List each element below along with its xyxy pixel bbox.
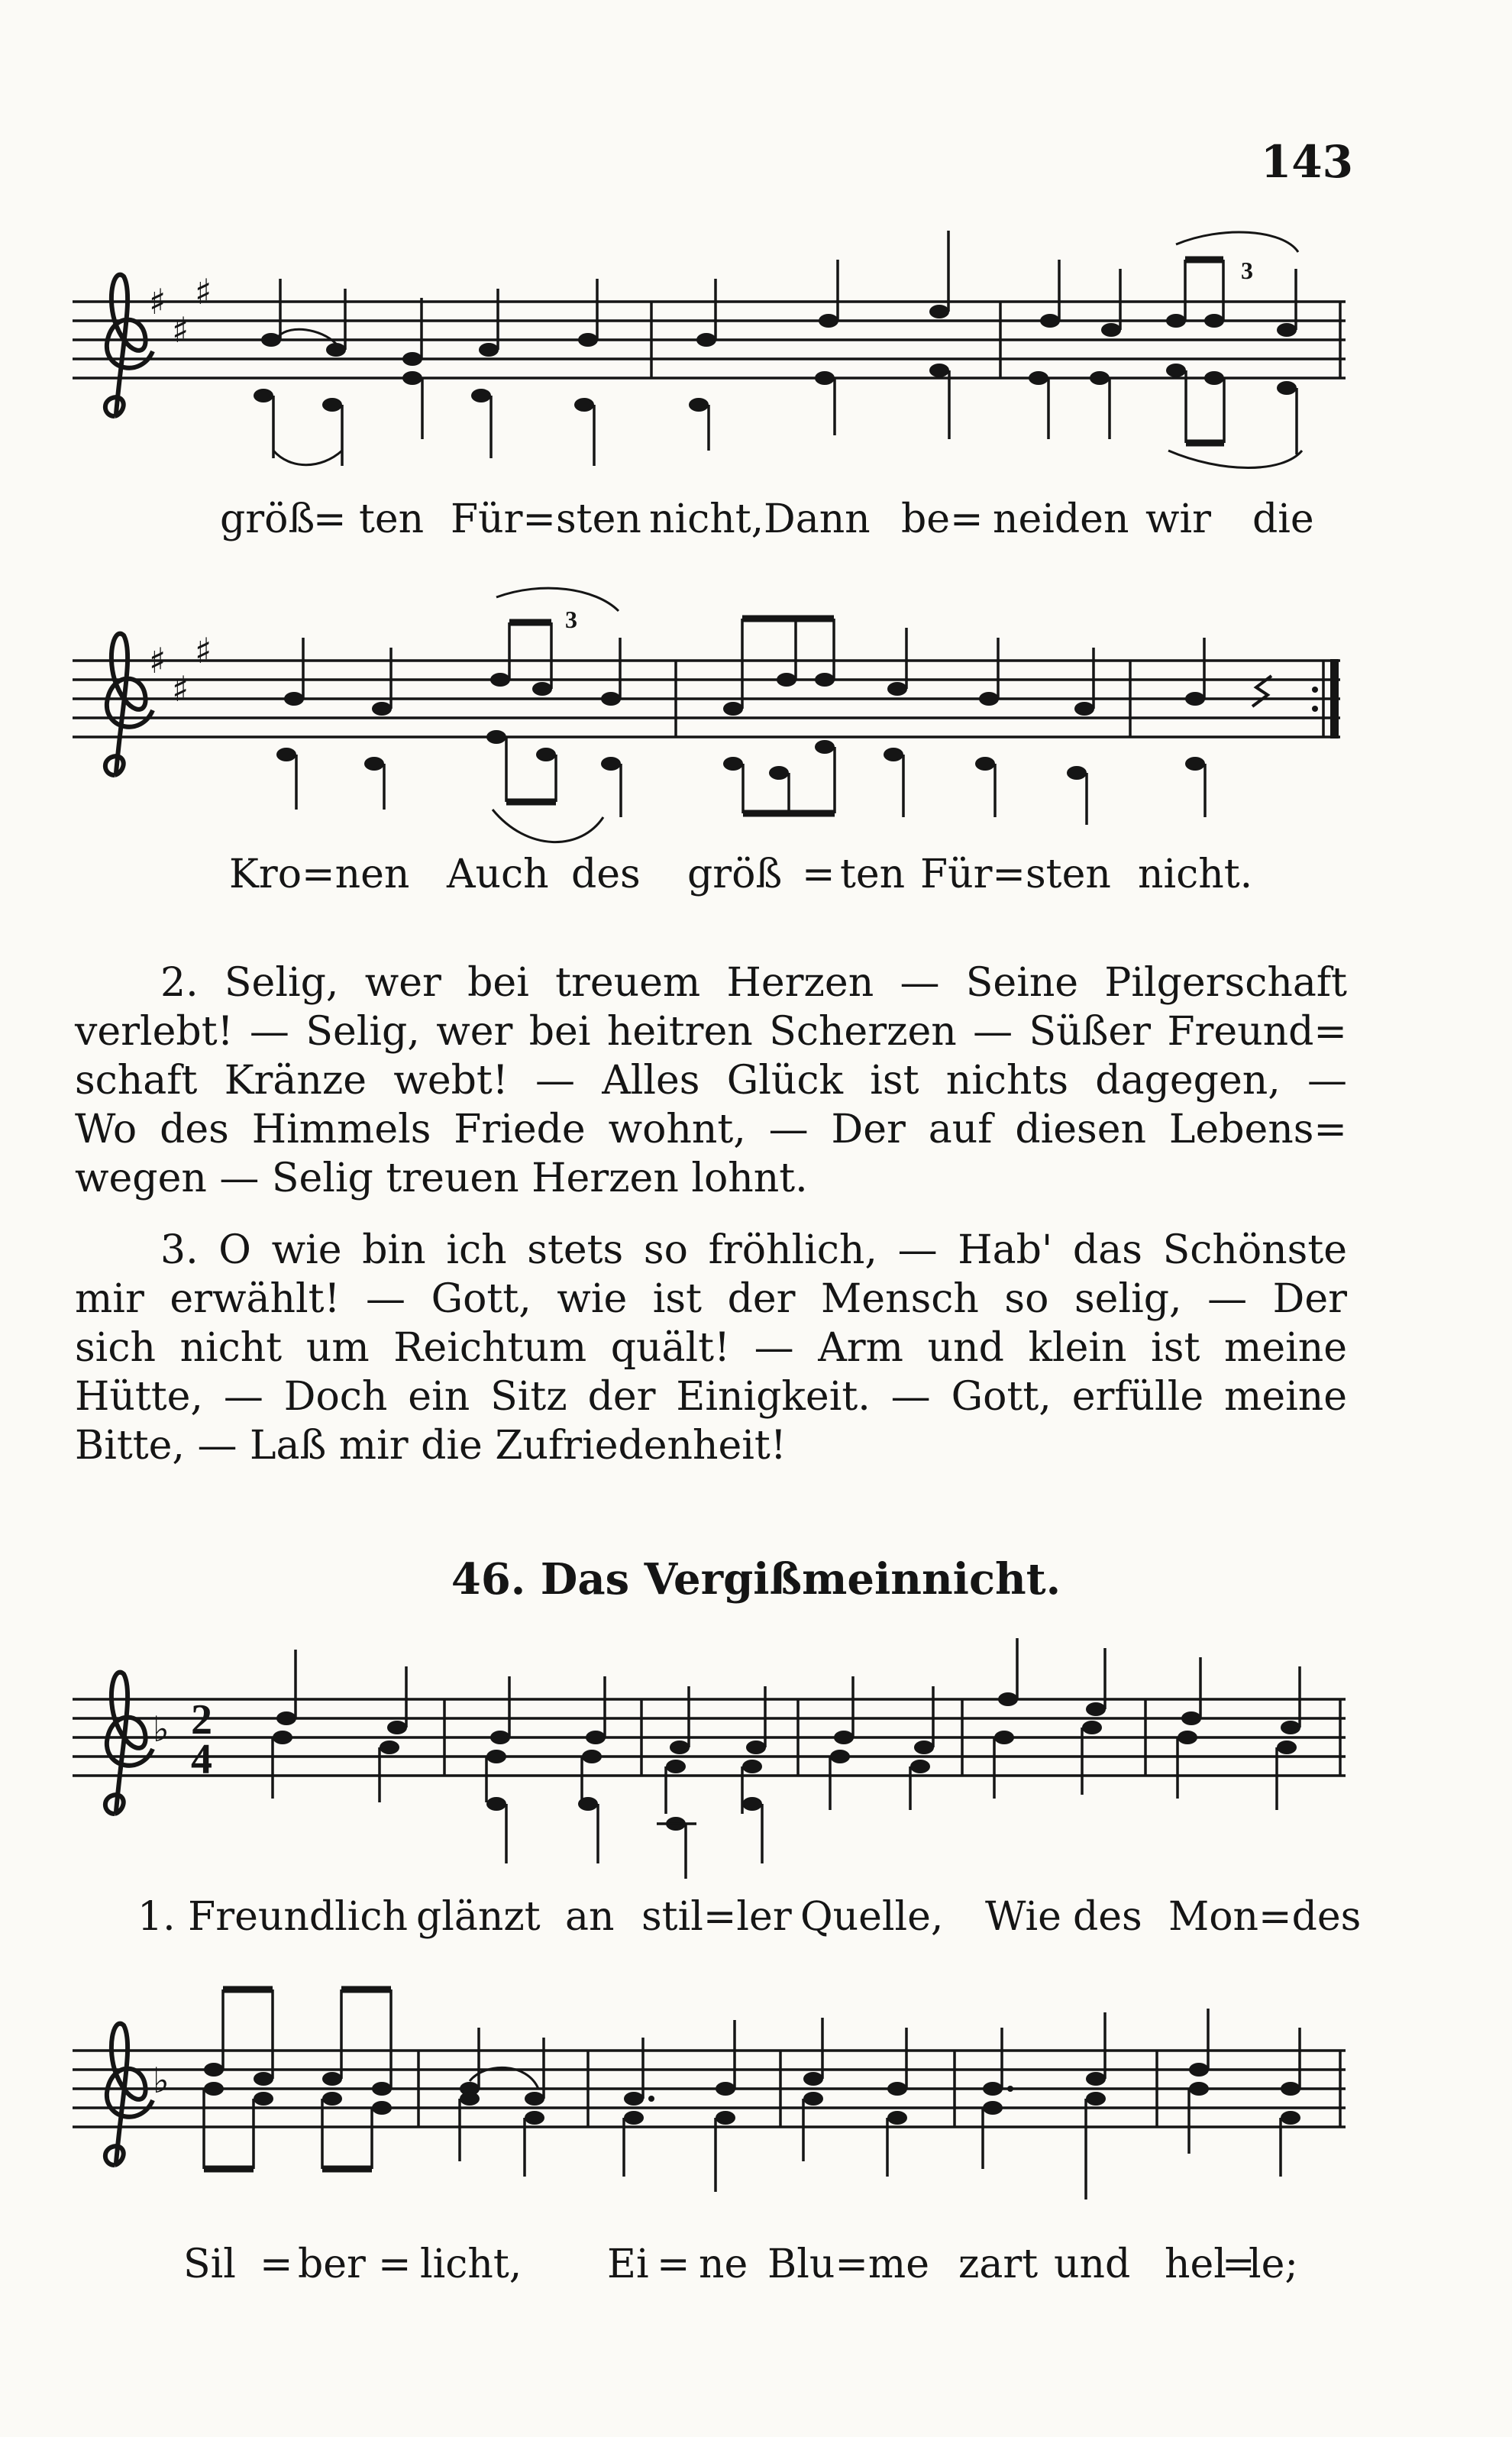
svg-text:♭: ♭: [153, 1708, 170, 1750]
lyric-syllable: Sil: [183, 2241, 236, 2287]
lyric-syllable: =: [657, 2241, 690, 2287]
lyric-syllable: be=: [901, 496, 984, 542]
lyric-syllable: die: [1252, 496, 1314, 542]
lyric-syllable: licht,: [420, 2241, 522, 2287]
time-signature-numerator: 2: [191, 1696, 212, 1744]
time-signature-denominator: 4: [191, 1736, 212, 1783]
stanza-2: [75, 958, 1347, 1203]
lyric-syllable: Für=sten: [451, 496, 641, 542]
lyric-syllable: =: [1222, 2241, 1255, 2287]
stanza-3: [75, 1226, 1347, 1470]
music-staff-system-3: [0, 1619, 1512, 1902]
lyric-syllable: =: [378, 2241, 412, 2287]
stanza-line: wegen — Selig treuen Herzen lohnt.: [75, 1155, 808, 1201]
lyric-syllable: Auch: [447, 852, 549, 897]
lyric-syllable: nicht,: [649, 496, 764, 542]
lyric-syllable: größ: [687, 852, 783, 897]
lyric-syllable: stil=ler: [641, 1894, 792, 1940]
lyric-syllable: zart: [958, 2241, 1039, 2287]
svg-text:♯: ♯: [195, 630, 212, 671]
music-staff-system-1: [0, 221, 1512, 512]
lyric-syllable: Für=sten: [920, 852, 1111, 897]
lyric-syllable: Mon=des: [1168, 1894, 1362, 1940]
lyric-syllable: le;: [1249, 2241, 1298, 2287]
stanza-line: verlebt! — Selig, wer bei heitren Scherzen — Süßer Freund=: [75, 1009, 1347, 1055]
lyric-syllable: ten: [840, 852, 906, 897]
lyric-syllable: ber: [298, 2241, 366, 2287]
stanza-line: mir erwählt! — Gott, wie ist der Mensch so selig, — Der: [75, 1276, 1347, 1322]
lyric-syllable: neiden: [993, 496, 1129, 542]
svg-text:♯: ♯: [149, 281, 166, 322]
lyric-syllable: an: [565, 1894, 615, 1940]
lyric-syllable: nicht.: [1138, 852, 1253, 897]
lyric-syllable: =: [313, 496, 347, 542]
stanza-line: Hütte, — Doch ein Sitz der Einigkeit. — Gott, erfülle meine: [75, 1374, 1347, 1420]
lyric-syllable: =: [802, 852, 835, 897]
svg-text:♯: ♯: [172, 668, 189, 709]
stanza-line: schaft Kränze webt! — Alles Glück ist nichts dagegen, —: [75, 1058, 1347, 1104]
lyric-syllable: 1. Freundlich: [137, 1894, 408, 1940]
music-staff-system-4: [0, 1970, 1512, 2261]
lyric-syllable: Wie: [985, 1894, 1061, 1940]
stanza-line: Bitte, — Laß mir die Zufriedenheit!: [75, 1423, 787, 1469]
music-staff-system-2: [0, 580, 1512, 863]
svg-text:♭: ♭: [153, 2060, 170, 2101]
lyric-syllable: glänzt: [416, 1894, 541, 1940]
stanza-line: 3. O wie bin ich stets so fröhlich, — Hab' das Schönste: [160, 1227, 1347, 1273]
svg-text:♯: ♯: [172, 309, 189, 351]
lyric-syllable: und: [1054, 2241, 1131, 2287]
tuplet-mark: 3: [565, 606, 577, 633]
lyric-syllable: Blu=me: [767, 2241, 929, 2287]
lyric-syllable: wir: [1145, 496, 1211, 542]
lyric-syllable: ne: [699, 2241, 748, 2287]
lyric-syllable: größ: [220, 496, 315, 542]
lyric-syllable: hel: [1165, 2241, 1226, 2287]
svg-text:♯: ♯: [195, 271, 212, 312]
lyric-syllable: des: [1073, 1894, 1142, 1940]
svg-text:♯: ♯: [149, 640, 166, 681]
stanza-line: sich nicht um Reichtum quält! — Arm und klein ist meine: [75, 1325, 1347, 1371]
lyric-syllable: ten: [359, 496, 425, 542]
lyric-syllable: Quelle,: [800, 1894, 944, 1940]
lyric-syllable: Kro=nen: [229, 852, 410, 897]
stanza-line: 2. Selig, wer bei treuem Herzen — Seine Pilgerschaft: [160, 960, 1347, 1006]
stanza-line: Wo des Himmels Friede wohnt, — Der auf diesen Lebens=: [75, 1107, 1347, 1152]
lyric-syllable: =: [260, 2241, 293, 2287]
lyric-syllable: des: [571, 852, 641, 897]
page-number: 143: [1260, 136, 1353, 188]
tuplet-mark: 3: [1241, 257, 1253, 284]
lyric-syllable: Ei: [607, 2241, 649, 2287]
lyric-syllable: Dann: [764, 496, 871, 542]
song-title: 46. Das Vergißmeinnicht.: [451, 1554, 1061, 1605]
